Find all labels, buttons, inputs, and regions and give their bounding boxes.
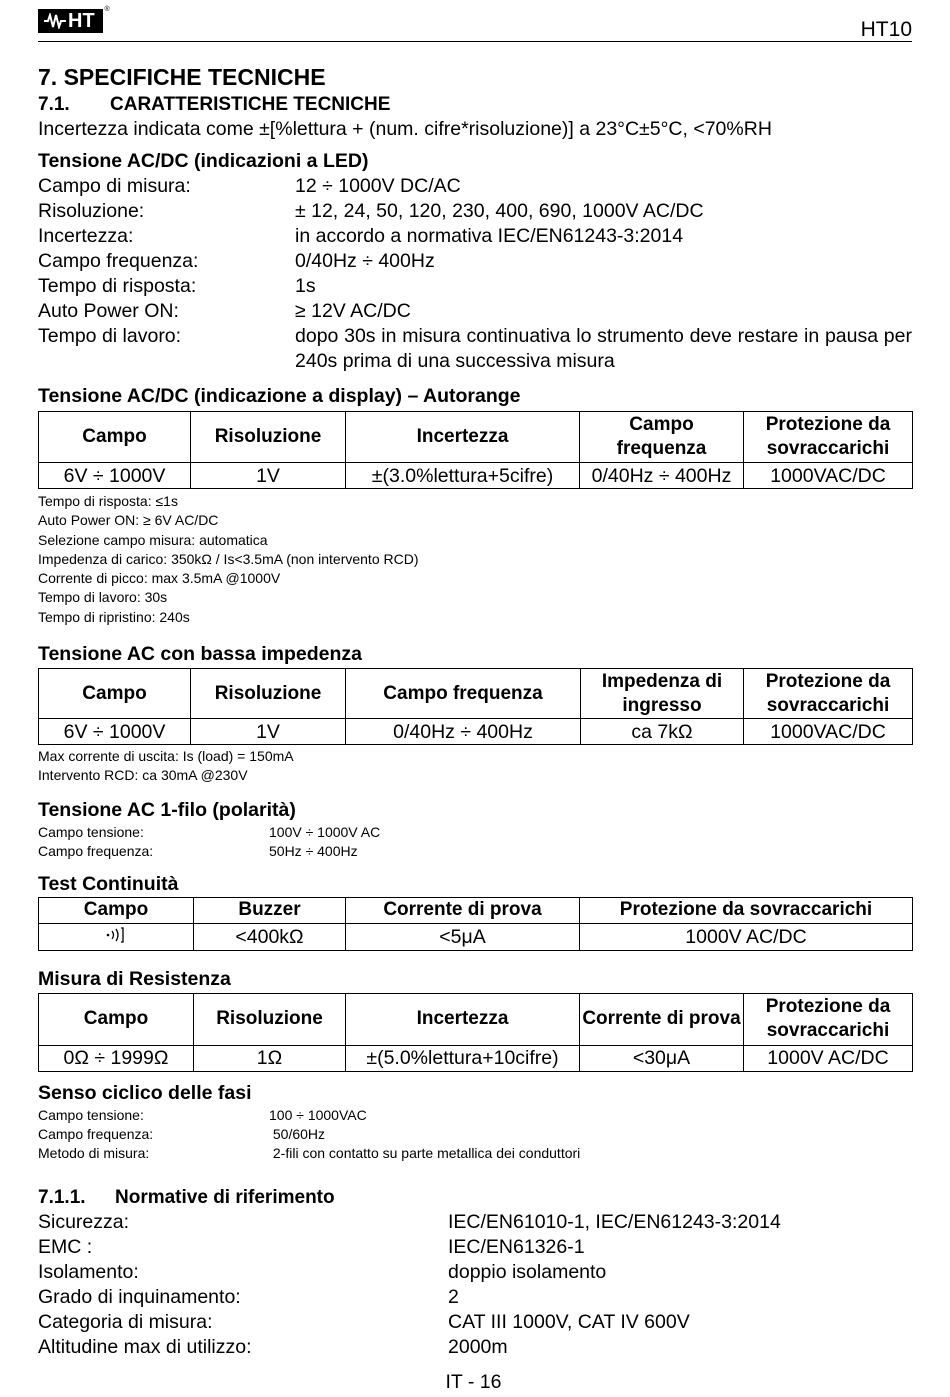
lowz-notes (38, 747, 912, 786)
col-header: Protezione da sovraccarichi (744, 412, 913, 463)
display-section-title: Tensione AC/DC (indicazione a display) – Autorange (38, 385, 521, 407)
table-header-row (39, 993, 913, 1045)
continuity-section-title: Test Continuità (38, 872, 179, 895)
table-header-row (39, 412, 913, 463)
col-header: Risoluzione (191, 669, 346, 719)
spec-row (38, 823, 912, 842)
col-header: Campo (39, 669, 191, 719)
col-header: Campo (39, 897, 194, 923)
table-cell: 1000V AC/DC (744, 1045, 913, 1071)
col-header: Incertezza (346, 993, 580, 1045)
table-cell: ±(3.0%lettura+5cifre) (346, 463, 580, 489)
spec-value: 100 ÷ 1000VAC (269, 1106, 367, 1123)
spec-key: Campo frequenza: (38, 1125, 154, 1142)
note-line: Tempo di lavoro: 30s (38, 589, 168, 606)
norm-value: IEC/EN61010-1, IEC/EN61243-3:2014 (448, 1210, 781, 1233)
col-header: Impedenza di ingresso (581, 669, 744, 719)
page-content (38, 62, 912, 1360)
note-line: Tempo di risposta: ≤1s (38, 493, 178, 509)
norm-key: Sicurezza: (38, 1210, 130, 1233)
spec-key: Campo frequenza: (38, 842, 154, 859)
norms-list (38, 1210, 912, 1360)
table-cell: 1000VAC/DC (744, 463, 913, 489)
note-line: Impedenza di carico: 350kΩ / Is<3.5mA (non intervento RCD) (38, 550, 419, 567)
spec-row (38, 1125, 912, 1144)
table-cell: <400kΩ (194, 923, 346, 950)
spec-key: Tempo di lavoro: (38, 325, 182, 347)
norm-value: 2000m (448, 1335, 508, 1358)
norm-key: Categoria di misura: (38, 1310, 213, 1333)
table-row (39, 1045, 913, 1071)
spec-key: Campo tensione: (38, 823, 144, 840)
col-header: Protezione da sovraccarichi (744, 669, 913, 719)
resistance-section-title: Misura di Resistenza (38, 967, 231, 990)
spec-value: 50/60Hz (269, 1125, 326, 1142)
col-header: Risoluzione (194, 993, 346, 1045)
table-cell: 1V (191, 719, 346, 745)
spec-value: 12 ÷ 1000V DC/AC (295, 175, 461, 197)
logo-text: HT (68, 9, 95, 32)
spec-key: Incertezza: (38, 225, 134, 247)
display-notes (38, 492, 912, 627)
table-cell: 1Ω (194, 1045, 346, 1071)
col-header: Protezione da sovraccarichi (744, 993, 913, 1045)
spec-key: Metodo di misura: (38, 1144, 150, 1161)
model-name: HT10 (860, 18, 912, 41)
spec-value: 1s (295, 275, 316, 297)
col-header: Corrente di prova (580, 993, 744, 1045)
table-row (39, 923, 913, 950)
note-line: Selezione campo misura: automatica (38, 531, 268, 548)
spec-row (38, 324, 912, 374)
col-header: Campo (39, 412, 191, 463)
subsection-number: 7.1. (38, 94, 70, 115)
table-row (39, 463, 913, 489)
note-line: Intervento RCD: ca 30mA @230V (38, 767, 248, 784)
spec-value: 0/40Hz ÷ 400Hz (295, 250, 435, 272)
phase-specs (38, 1106, 912, 1163)
spec-row (38, 299, 912, 324)
lowz-section-title: Tensione AC con bassa impedenza (38, 643, 362, 666)
spec-key: Risoluzione: (38, 200, 145, 222)
norm-value: doppio isolamento (448, 1260, 607, 1283)
norm-row (38, 1310, 912, 1335)
spec-value: ≥ 12V AC/DC (295, 300, 411, 322)
table-cell: 6V ÷ 1000V (39, 719, 191, 745)
page-title: 7. SPECIFICHE TECNICHE (38, 64, 326, 90)
spec-value: ± 12, 24, 50, 120, 230, 400, 690, 1000V AC/DC (295, 200, 704, 222)
note-line: Auto Power ON: ≥ 6V AC/DC (38, 512, 219, 529)
norm-row (38, 1285, 912, 1310)
spec-key: Tempo di risposta: (38, 275, 197, 297)
table-header-row (39, 669, 913, 719)
table-cell: <30μA (580, 1045, 744, 1071)
spec-row (38, 249, 912, 274)
table-cell (39, 923, 194, 950)
spec-value: 2-fili con contatto su parte metallica dei conduttori (269, 1144, 581, 1161)
note-line: Tempo di ripristino: 240s (38, 608, 190, 625)
table-header-row (39, 897, 913, 923)
buzzer-icon (102, 927, 130, 943)
spec-value: 100V ÷ 1000V AC (269, 823, 381, 840)
phase-section-title: Senso ciclico delle fasi (38, 1081, 252, 1104)
table-cell: 1000VAC/DC (744, 719, 913, 745)
page-number (0, 1371, 950, 1394)
display-table (38, 411, 913, 489)
col-header: Incertezza (346, 412, 580, 463)
col-header: Risoluzione (191, 412, 346, 463)
table-cell: <5μA (346, 923, 580, 950)
col-header: Buzzer (194, 897, 346, 923)
norm-row (38, 1260, 912, 1285)
spec-key: Campo tensione: (38, 1106, 144, 1123)
spec-row (38, 224, 912, 249)
onewire-section-title: Tensione AC 1-filo (polarità) (38, 798, 296, 821)
norm-value: IEC/EN61326-1 (448, 1235, 585, 1258)
table-cell: 6V ÷ 1000V (39, 463, 191, 489)
spec-key: Campo di misura: (38, 175, 191, 197)
subsection-title (38, 92, 912, 117)
spec-row (38, 1144, 912, 1163)
norm-value: CAT III 1000V, CAT IV 600V (448, 1310, 690, 1333)
note-line: Max corrente di uscita: Is (load) = 150mA (38, 748, 294, 765)
intro-text: Incertezza indicata come ±[%lettura + (num. cifre*risoluzione)] a 23°C±5°C, <70%RH (38, 118, 772, 140)
onewire-specs (38, 823, 912, 861)
norms-number: 7.1.1. (38, 1186, 86, 1208)
led-section-title: Tensione AC/DC (indicazioni a LED) (38, 150, 369, 172)
ht-logo (38, 6, 110, 36)
norm-key: Altitudine max di utilizzo: (38, 1335, 252, 1358)
table-cell: ca 7kΩ (581, 719, 744, 745)
resistance-table (38, 993, 913, 1072)
subsection-label: CARATTERISTICHE TECNICHE (110, 94, 391, 115)
norm-row (38, 1235, 912, 1260)
logo-registered: ® (104, 6, 110, 13)
table-cell: 0Ω ÷ 1999Ω (39, 1045, 194, 1071)
col-header: Campo (39, 993, 194, 1045)
spec-value: dopo 30s in misura continuativa lo strumento deve restare in pausa per 240s prima di una successiva misura (295, 325, 912, 372)
col-header: Protezione da sovraccarichi (580, 897, 913, 923)
norm-row (38, 1210, 912, 1235)
spec-row (38, 842, 912, 861)
norm-key: Isolamento: (38, 1260, 139, 1283)
led-specs (38, 174, 912, 374)
page-header (38, 6, 912, 42)
spec-row (38, 199, 912, 224)
spec-key: Campo frequenza: (38, 250, 199, 272)
norms-label: Normative di riferimento (115, 1186, 335, 1208)
table-cell: 0/40Hz ÷ 400Hz (580, 463, 744, 489)
col-header: Campo frequenza (346, 669, 581, 719)
continuity-table (38, 897, 913, 951)
lowz-table (38, 668, 913, 745)
table-cell: 0/40Hz ÷ 400Hz (346, 719, 581, 745)
spec-row (38, 174, 912, 199)
norm-row (38, 1335, 912, 1360)
col-header: Campo frequenza (580, 412, 744, 463)
col-header: Corrente di prova (346, 897, 580, 923)
table-row (39, 719, 913, 745)
spec-value: 50Hz ÷ 400Hz (269, 842, 358, 859)
table-cell: ±(5.0%lettura+10cifre) (346, 1045, 580, 1071)
note-line: Corrente di picco: max 3.5mA @1000V (38, 570, 281, 587)
norm-key: EMC : (38, 1235, 93, 1258)
spec-value: in accordo a normativa IEC/EN61243-3:2014 (295, 225, 684, 247)
page-number-text: IT - 16 (445, 1371, 502, 1393)
logo-wave-icon (44, 13, 66, 29)
spec-row (38, 274, 912, 299)
table-cell: 1000V AC/DC (580, 923, 913, 950)
norm-value: 2 (448, 1285, 459, 1308)
norm-key: Grado di inquinamento: (38, 1285, 241, 1308)
table-cell: 1V (191, 463, 346, 489)
spec-row (38, 1106, 912, 1125)
spec-key: Auto Power ON: (38, 300, 179, 322)
norms-title (38, 1185, 912, 1210)
